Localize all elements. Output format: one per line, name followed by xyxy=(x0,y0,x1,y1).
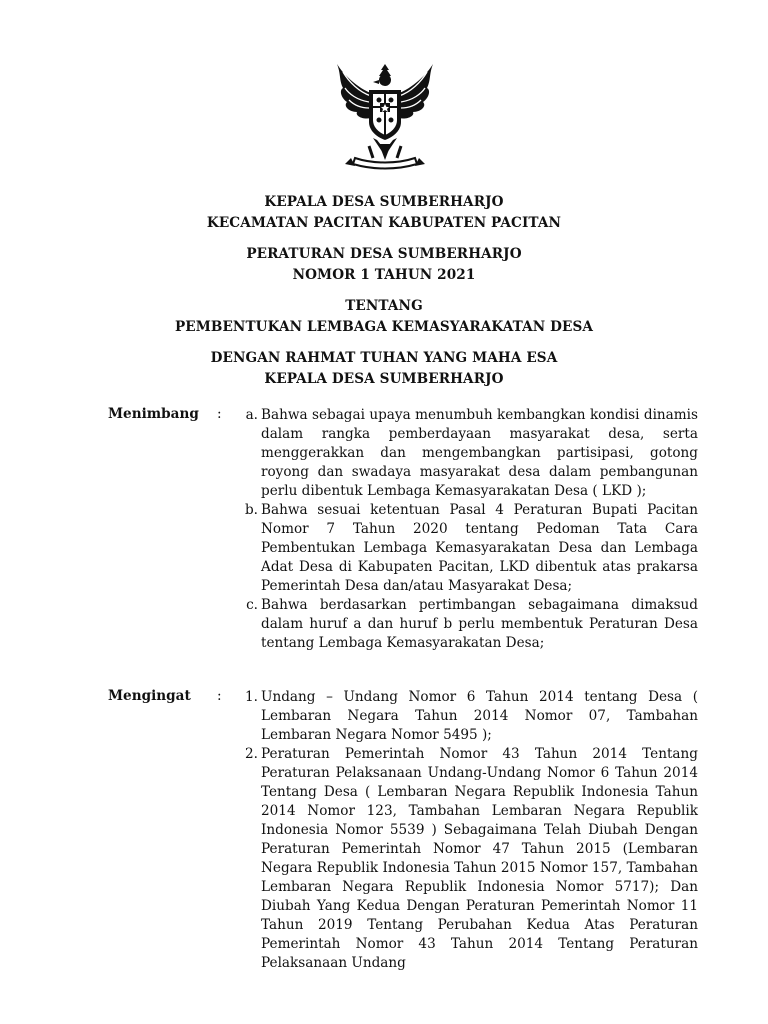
list-item xyxy=(232,406,698,501)
item-text: Undang – Undang Nomor 6 Tahun 2014 tentang Desa ( Lembaran Negara Tahun 2014 Nomor 07, Tambahan Lembaran Negara Nomor 5495 ); xyxy=(261,689,698,743)
preamble-line: DENGAN RAHMAT TUHAN YANG MAHA ESA xyxy=(210,350,558,366)
item-text: Bahwa berdasarkan pertimbangan sebagaimana dimaksud dalam huruf a dan huruf b perlu membentuk Peraturan Desa tentang Lembaga Kemasyarakatan Desa; xyxy=(261,597,698,651)
item-marker: 2. xyxy=(245,746,258,762)
list-item xyxy=(232,501,698,596)
regulation-heading xyxy=(0,244,768,286)
item-text: Bahwa sesuai ketentuan Pasal 4 Peraturan Bupati Pacitan Nomor 7 Tahun 2020 tentang Pedoman Tata Cara Pembentukan Lembaga Kemasyarakatan Desa dan Lembaga Adat Desa di Kabupaten Pacitan, LKD dibentuk atas prakarsa Pemerintah Desa dan/atau Masyarakat Desa; xyxy=(261,502,698,594)
mengingat-list xyxy=(232,688,698,973)
item-marker: a. xyxy=(245,407,258,423)
regulation-number: NOMOR 1 TAHUN 2021 xyxy=(292,267,476,283)
garuda-pancasila-emblem-icon xyxy=(333,60,437,172)
menimbang-list xyxy=(232,406,698,653)
menimbang-colon: : xyxy=(217,406,222,422)
preamble-authority: KEPALA DESA SUMBERHARJO xyxy=(264,371,504,387)
mengingat-colon: : xyxy=(217,688,222,704)
item-marker: c. xyxy=(246,597,258,613)
issuer-title: KEPALA DESA SUMBERHARJO xyxy=(264,194,504,210)
subject-heading xyxy=(0,296,768,338)
subject-title: PEMBENTUKAN LEMBAGA KEMASYARAKATAN DESA xyxy=(174,319,594,335)
list-item xyxy=(232,745,698,973)
list-item xyxy=(232,596,698,653)
preamble-heading xyxy=(0,348,768,390)
item-marker: 1. xyxy=(245,689,258,705)
item-marker: b. xyxy=(244,502,258,518)
subject-label: TENTANG xyxy=(345,298,423,314)
menimbang-label: Menimbang xyxy=(108,406,199,422)
list-item xyxy=(232,688,698,745)
item-text: Bahwa sebagai upaya menumbuh kembangkan kondisi dinamis dalam rangka pemberdayaan masyarakat desa, serta menggerakkan dan mengembangkan partisipasi, gotong royong dan swadaya masyarakat desa dalam pembangunan perlu dibentuk Lembaga Kemasyarakatan Desa ( LKD ); xyxy=(261,407,698,499)
issuer-heading xyxy=(0,192,768,234)
mengingat-label: Mengingat xyxy=(108,688,191,704)
item-text: Peraturan Pemerintah Nomor 43 Tahun 2014 Tentang Peraturan Pelaksanaan Undang-Undang Nomor 6 Tahun 2014 Tentang Desa ( Lembaran Negara Republik Indonesia Tahun 2014 Nomor 123, Tambahan Lembaran Negara Republik Indonesia Nomor 5539 ) Sebagaimana Telah Diubah Dengan Peraturan Pemerintah Nomor 47 Tahun 2015 (Lembaran Negara Republik Indonesia Tahun 2015 Nomor 157, Tambahan Lembaran Negara Republik Indonesia Nomor 5717); Dan Diubah Yang Kedua Dengan Peraturan Pemerintah Nomor 11 Tahun 2019 Tentang Perubahan Kedua Atas Peraturan Pemerintah Nomor 43 Tahun 2014 Tentang Peraturan Pelaksanaan Undang xyxy=(261,746,698,971)
issuer-subtitle: KECAMATAN PACITAN KABUPATEN PACITAN xyxy=(206,215,562,231)
regulation-title: PERATURAN DESA SUMBERHARJO xyxy=(246,246,522,262)
